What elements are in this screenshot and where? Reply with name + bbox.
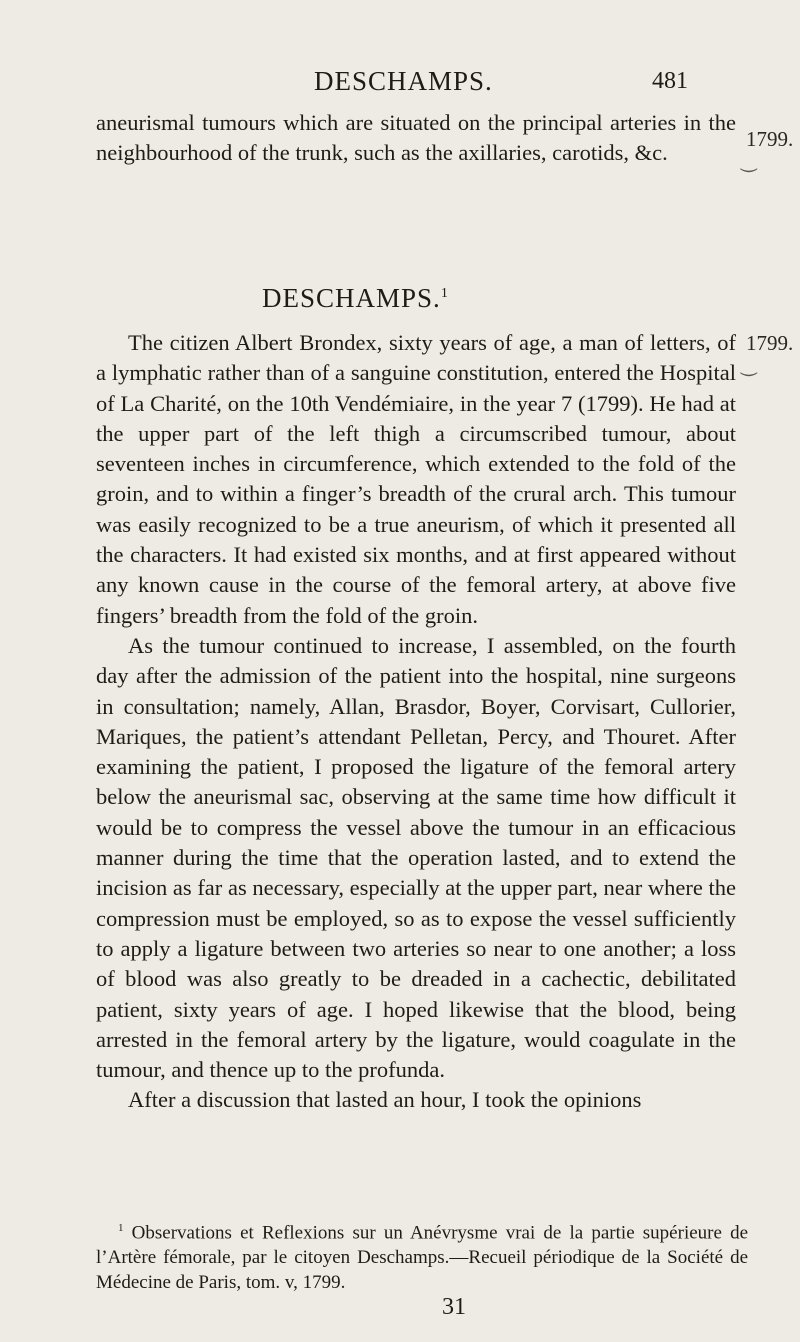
running-head — [0, 66, 800, 100]
margin-brace-top: ⏝ — [740, 151, 758, 171]
margin-brace-second: ⏝ — [740, 355, 758, 375]
section-heading-text: DESCHAMPS. — [262, 283, 441, 313]
discussion-paragraph: After a discussion that lasted an hour, I took the opinions — [128, 1087, 642, 1113]
section-heading — [262, 283, 449, 314]
signature-mark: 31 — [442, 1294, 466, 1320]
margin-year-1799-second: 1799. — [746, 331, 794, 355]
continuation-paragraph: aneurismal tumours which are situated on the principal arteries in the neighbourhood of the trunk, such as the axillaries, carotids, &c. — [96, 110, 736, 166]
footnote — [96, 1216, 748, 1295]
case-paragraph: The citizen Albert Brondex, sixty years of age, a man of letters, of a lymphatic rather than of a sanguine constitution, entered the Hospital of La Charité, on the 10th Vendémiaire, in the year 7 (1799). He had at the upper part of the left thigh a circumscribed tumour, about seventeen inches in circumference, which extended to the fold of the groin, and to within a finger’s breadth of the crural arch. This tumour was easily recognized to be a true aneurism, of which it presented all the characters. It had existed six months, and at first appeared without any known cause in the course of the femoral artery, at above five fingers’ breadth from the fold of the groin. — [96, 330, 736, 628]
footnote-text: Observations et Reflexions sur un Anévrysme vrai de la partie supérieure de l’Artère fémorale, par le citoyen Deschamps.—Recueil périodique de la Société de Médecine de Paris, tom. v, 1799. — [96, 1222, 749, 1294]
running-title: DESCHAMPS. — [314, 66, 493, 96]
main-text — [96, 328, 736, 1116]
consultation-paragraph: As the tumour continued to increase, I assembled, on the fourth day after the admission of the patient into the hospital, nine surgeons in consultation; namely, Allan, Brasdor, Boyer, Corvisart, Cullorier, Mariques, the patient’s attendant Pelletan, Percy, and Thouret. After examining the patient, I proposed the ligature of the femoral artery below the aneurismal sac, observing at the same time how difficult it would be to compress the vessel above the tumour in an efficacious manner during the time that the operation lasted, and to extend the incision as far as necessary, especially at the upper part, near where the compression must be employed, so as to expose the vessel sufficiently to apply a ligature between two arteries so near to one another; a loss of blood was also greatly to be dreaded in a cachectic, debilitated patient, sixty years of age. I hoped likewise that the blood, being arrested in the femoral artery by the ligature, would coagulate in the tumour, and thence up to the profunda. — [96, 632, 736, 1083]
page-number: 481 — [652, 68, 688, 94]
footnote-reference: 1 — [440, 286, 449, 301]
footnote-marker: 1 — [118, 1222, 124, 1234]
margin-year-1799-top: 1799. — [746, 127, 794, 151]
